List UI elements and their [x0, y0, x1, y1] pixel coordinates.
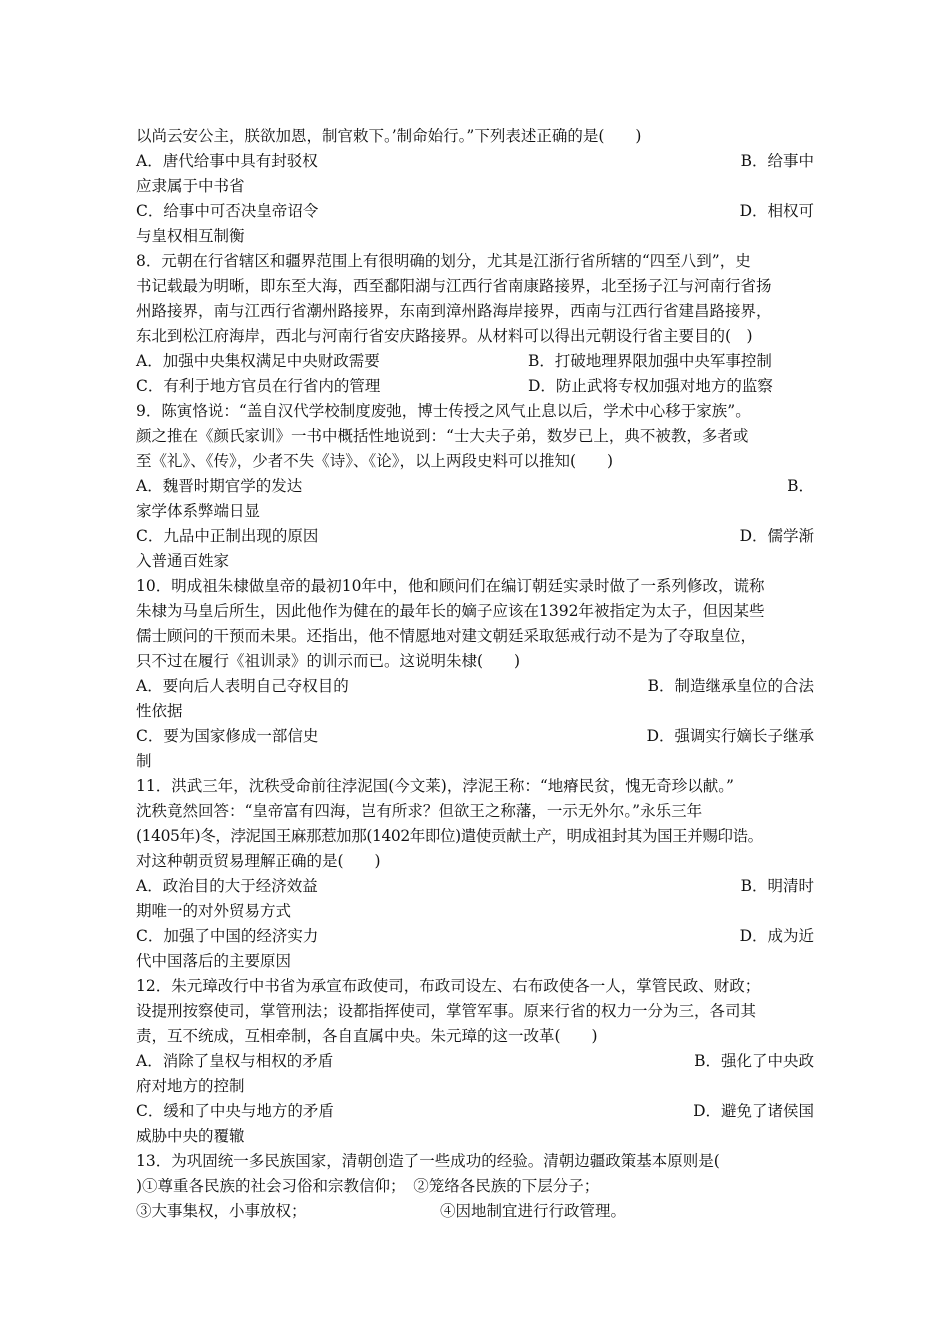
q8-stem-line: 东北到松江府海岸，西北与河南行省安庆路接界。从材料可以得出元朝设行省主要目的( ): [136, 327, 753, 345]
q12-option-b-cont: 府对地方的控制: [136, 1077, 245, 1095]
q11-option-b-cont: 期唯一的对外贸易方式: [136, 902, 292, 920]
q10-stem-line: 朱棣为马皇后所生，因此他作为健在的最年长的嫡子应该在1392年被指定为太子，但因某些: [136, 602, 765, 620]
q11-option-a: A．政治目的大于经济效益: [136, 877, 318, 895]
q8-stem-line: 8．元朝在行省辖区和疆界范围上有很明确的划分，尤其是江浙行省所辖的“四至八到”，史: [136, 252, 751, 270]
q10-option-d-cont: 制: [136, 752, 152, 770]
q7-option-b-cont: 应隶属于中书省: [136, 177, 245, 195]
q12-option-c: C．缓和了中央与地方的矛盾: [136, 1102, 334, 1120]
q11-option-d: D．成为近: [739, 927, 814, 945]
q11-stem-line: 11．洪武三年，沈秩受命前往浡泥国(今文莱)，浡泥王称：“地瘠民贫，愧无奇珍以献。”: [136, 777, 734, 795]
q10-stem-line: 10．明成祖朱棣做皇帝的最初10年中，他和顾问们在编订朝廷实录时做了一系列修改，谎称: [136, 577, 765, 595]
q9-option-b: B．: [787, 477, 814, 495]
q7-option-d-cont: 与皇权相互制衡: [136, 227, 245, 245]
q10-option-c: C．要为国家修成一部信史: [136, 727, 319, 745]
q12-option-b: B．强化了中央政: [694, 1052, 814, 1070]
q12-stem-line: 12．朱元璋改行中书省为承宣布政使司，布政司设左、右布政使各一人，掌管民政、财政；: [136, 977, 761, 995]
q9-option-b-cont: 家学体系弊端日显: [136, 502, 261, 520]
q9-option-d-cont: 入普通百姓家: [136, 552, 230, 570]
q13-choice-3: ③大事集权，小事放权；: [136, 1202, 307, 1220]
q10-option-b-cont: 性依据: [136, 702, 183, 720]
q13-choice-4: ④因地制宜进行行政管理。: [440, 1202, 627, 1220]
q13-stem-line: 13．为巩固统一多民族国家，清朝创造了一些成功的经验。清朝边疆政策基本原则是(: [136, 1152, 720, 1170]
q8-option-c: C．有利于地方官员在行省内的管理: [136, 377, 381, 395]
q11-option-b: B．明清时: [740, 877, 814, 895]
q7-option-b: B．给事中: [740, 152, 814, 170]
q9-stem-line: 9．陈寅恪说：“盖自汉代学校制度废弛，博士传授之风气止息以后，学术中心移于家族”。: [136, 402, 751, 420]
q12-option-a: A．消除了皇权与相权的矛盾: [136, 1052, 334, 1070]
q10-option-d: D．强调实行嫡长子继承: [646, 727, 814, 745]
q8-stem-line: 州路接界，南与江西行省潮州路接界，东南到漳州路海岸接界，西南与江西行省建昌路接界，: [136, 302, 772, 320]
q7-option-d: D．相权可: [739, 202, 814, 220]
q7-stem-tail: 以尚云安公主，朕欲加恩，制官敕下。’制命始行。”下列表述正确的是( ): [136, 127, 642, 145]
q13-choices-line: )①尊重各民族的社会习俗和宗教信仰； ②笼络各民族的下层分子；: [136, 1177, 600, 1195]
q12-option-d: D．避免了诸侯国: [693, 1102, 814, 1120]
q12-option-d-cont: 威胁中央的覆辙: [136, 1127, 245, 1145]
q12-stem-line: 责，互不统成，互相牵制，各自直属中央。朱元璋的这一改革( ): [136, 1027, 598, 1045]
q8-option-a: A．加强中央集权满足中央财政需要: [136, 352, 380, 370]
q9-option-d: D．儒学渐: [739, 527, 814, 545]
q11-option-c: C．加强了中国的经济实力: [136, 927, 319, 945]
q12-stem-line: 设提刑按察使司，掌管刑法；设都指挥使司，掌管军事。原来行省的权力一分为三，各司其: [136, 1002, 757, 1020]
q8-option-b: B．打破地理界限加强中央军事控制: [528, 352, 772, 370]
q11-stem-line: (1405年)冬，浡泥国王麻那惹加那(1402年即位)遣使贡献土产，明成祖封其为国王并赐印诰。: [136, 827, 763, 845]
q8-stem-line: 书记载最为明晰，即东至大海，西至鄱阳湖与江西行省南康路接界，北至扬子江与河南行省扬: [136, 277, 772, 295]
q9-option-a: A．魏晋时期官学的发达: [136, 477, 303, 495]
q11-stem-line: 沈秩竟然回答：“皇帝富有四海，岂有所求？但欲王之称藩，一示无外尔。”永乐三年: [136, 802, 703, 820]
q9-stem-line: 至《礼》、《传》，少者不失《诗》、《论》，以上两段史料可以推知( ): [136, 452, 614, 470]
q10-option-a: A．要向后人表明自己夺权目的: [136, 677, 349, 695]
q10-option-b: B．制造继承皇位的合法: [647, 677, 814, 695]
q10-stem-line: 只不过在履行《祖训录》的训示而已。这说明朱棣( ): [136, 652, 521, 670]
q9-option-c: C．九品中正制出现的原因: [136, 527, 319, 545]
q11-option-d-cont: 代中国落后的主要原因: [136, 952, 292, 970]
q9-stem-line: 颜之推在《颜氏家训》一书中概括性地说到：“士大夫子弟，数岁已上，典不被教，多者或: [136, 427, 749, 445]
q7-option-a: A．唐代给事中具有封驳权: [136, 152, 318, 170]
q10-stem-line: 儒士顾问的干预而未果。还指出，他不情愿地对建文朝廷采取惩戒行动不是为了夺取皇位，: [136, 627, 757, 645]
q7-option-c: C．给事中可否决皇帝诏令: [136, 202, 319, 220]
q11-stem-line: 对这种朝贡贸易理解正确的是( ): [136, 852, 381, 870]
q8-option-d: D．防止武将专权加强对地方的监察: [528, 377, 773, 395]
